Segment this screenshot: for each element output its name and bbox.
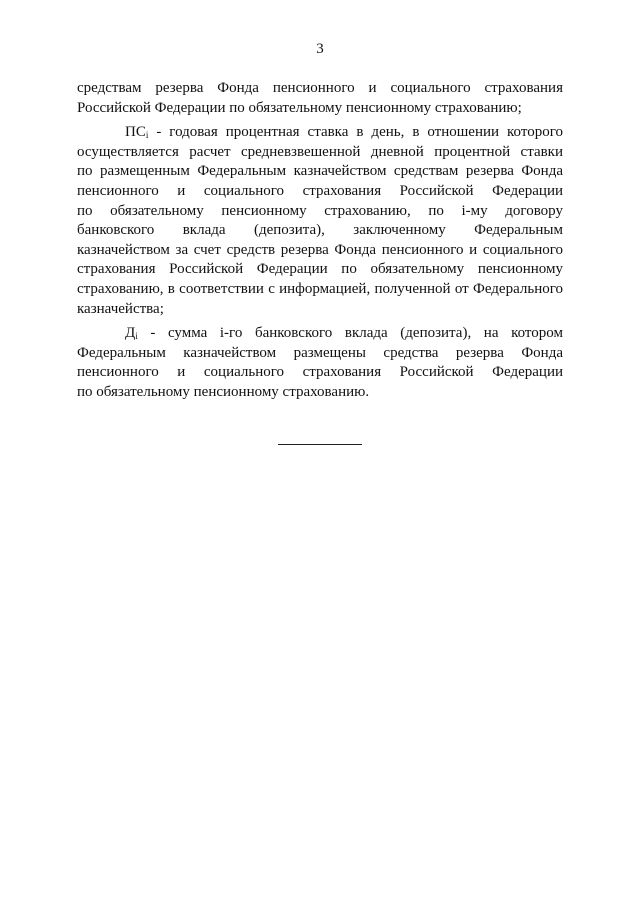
paragraph-line: Федеральным казначейством размещены средства резерва Фонда: [77, 344, 563, 361]
paragraph-interest-rate-definition: [77, 123, 563, 319]
paragraph-first-line: [77, 324, 563, 344]
definition-text: - годовая процентная ставка в день, в отношении которого: [148, 124, 563, 141]
paragraph-line: казначейства;: [77, 300, 164, 317]
paragraph-line: страхования Российской Федерации по обязательному пенсионному: [77, 261, 563, 278]
paragraph-line: пенсионного и социального страхования Российской Федерации: [77, 364, 563, 381]
paragraph-line: по обязательному пенсионному страхованию, по i-му договору: [77, 202, 563, 219]
paragraph-line: по размещенным Федеральным казначейством средствам резерва Фонда: [77, 163, 563, 180]
definition-text: - сумма i-го банковского вклада (депозита), на котором: [137, 325, 563, 342]
document-body: [77, 79, 563, 403]
formula-symbol-ps: $ПС_i$: [125, 124, 149, 141]
paragraph-line: осуществляется расчет средневзвешенной дневной процентной ставки: [77, 143, 563, 160]
paragraph-line: по обязательному пенсионному страхованию.: [77, 383, 370, 400]
paragraph-first-line: [77, 123, 563, 143]
paragraph-line: пенсионного и социального страхования Российской Федерации: [77, 182, 563, 199]
paragraph-line: страхованию, в соответствии с информацией, полученной от Федерального: [77, 280, 563, 297]
paragraph-line: средствам резерва Фонда пенсионного и социального страхования: [77, 80, 563, 96]
paragraph-line: банковского вклада (депозита), заключенному Федеральным: [77, 222, 563, 239]
paragraph-line: Российской Федерации по обязательному пенсионному страхованию;: [77, 99, 522, 116]
formula-symbol-d: $Д_i$: [125, 325, 138, 342]
paragraph-line: казначейством за счет средств резерва Фонда пенсионного и социального: [77, 241, 563, 258]
paragraph-deposit-amount-definition: [77, 324, 563, 402]
page-number: 3: [316, 41, 324, 57]
paragraph-reserve-funds: [77, 79, 563, 118]
end-divider-line: [278, 444, 362, 445]
